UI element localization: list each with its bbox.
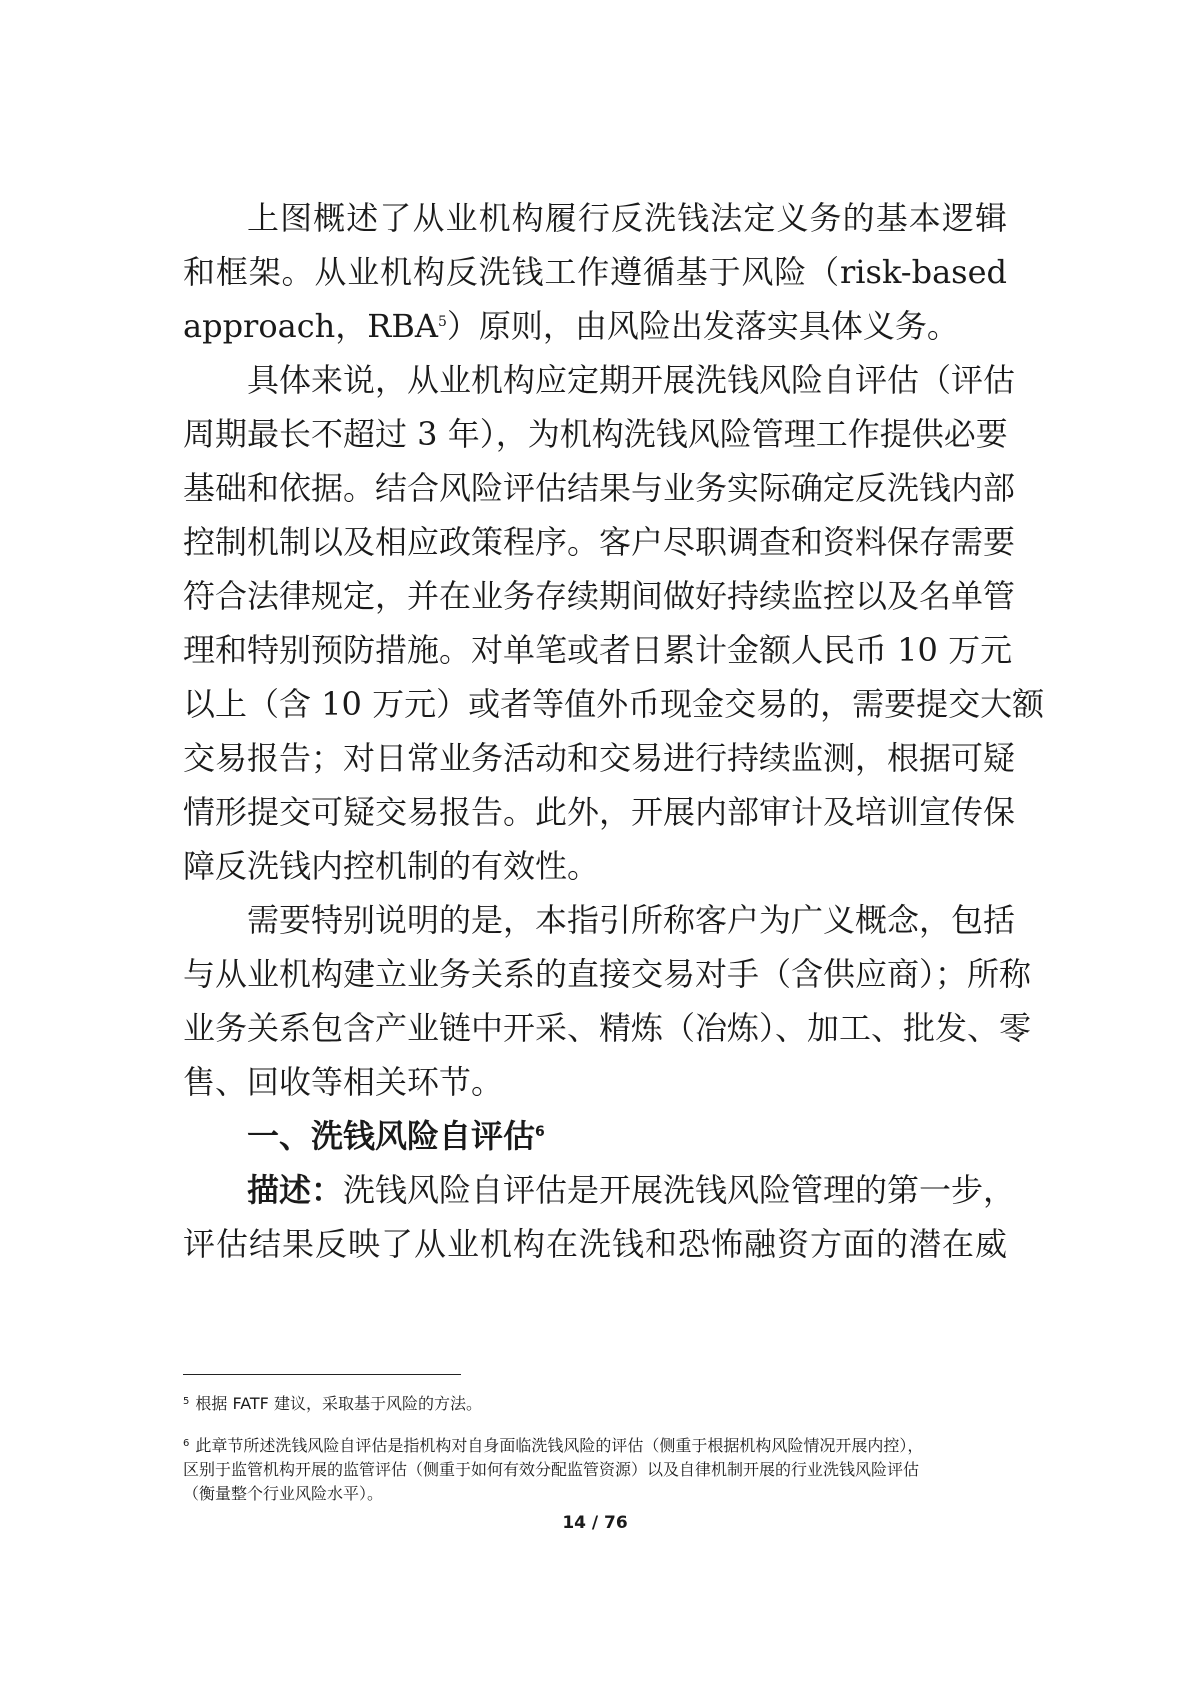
- footnote-5: [183, 1392, 1007, 1416]
- footnote-6-mark: 6: [183, 1438, 190, 1449]
- footnote-6-line-3: （衡量整个行业风险水平）。: [183, 1484, 384, 1503]
- paragraph-2-line-3: 基础和依据。结合风险评估结果与业务实际确定反洗钱内部: [183, 469, 1016, 507]
- paragraph-1-line-1: 上图概述了从业机构履行反洗钱法定义务的基本逻辑: [247, 199, 1007, 237]
- paragraph-3-line-1: 需要特别说明的是，本指引所称客户为广义概念，包括: [247, 901, 1016, 939]
- footnote-ref-6: 6: [535, 1124, 545, 1140]
- paragraph-1-text-a: approach，RBA: [183, 307, 438, 345]
- paragraph-1-line-3: [183, 306, 1007, 346]
- paragraph-2-line-4: 控制机制以及相应政策程序。客户尽职调查和资料保存需要: [183, 523, 1016, 561]
- description-label: 描述：: [247, 1171, 344, 1209]
- paragraph-2-line-6: 理和特别预防措施。对单笔或者日累计金额人民币 10 万元: [183, 631, 1013, 669]
- footnote-5-text: 根据 FATF 建议，采取基于风险的方法。: [195, 1394, 482, 1413]
- paragraph-2-line-9: 情形提交可疑交易报告。此外，开展内部审计及培训宣传保: [183, 793, 1016, 831]
- footnote-divider: [183, 1374, 461, 1375]
- paragraph-4-line-2: 评估结果反映了从业机构在洗钱和恐怖融资方面的潜在威: [183, 1225, 1007, 1263]
- section-heading: [247, 1116, 545, 1156]
- paragraph-2-line-5: 符合法律规定，并在业务存续期间做好持续监控以及名单管: [183, 577, 1016, 615]
- paragraph-1-text-b: ）原则，由风险出发落实具体义务。: [446, 307, 959, 345]
- paragraph-2-line-2: 周期最长不超过 3 年），为机构洗钱风险管理工作提供必要: [183, 415, 1008, 453]
- footnote-6-line-2: 区别于监管机构开展的监管评估（侧重于如何有效分配监管资源）以及自律机制开展的行业洗钱风险评估: [183, 1460, 920, 1479]
- paragraph-2-line-1: 具体来说，从业机构应定期开展洗钱风险自评估（评估: [247, 361, 1016, 399]
- paragraph-3-line-3: 业务关系包含产业链中开采、精炼（冶炼）、加工、批发、零: [183, 1009, 1032, 1047]
- paragraph-2-line-8: 交易报告；对日常业务活动和交易进行持续监测，根据可疑: [183, 739, 1016, 777]
- paragraph-4-text: 洗钱风险自评估是开展洗钱风险管理的第一步，: [343, 1171, 1016, 1209]
- paragraph-2-line-10: 障反洗钱内控机制的有效性。: [183, 847, 600, 885]
- footnote-6-line-1: [183, 1434, 1007, 1458]
- paragraph-1-line-2: 和框架。从业机构反洗钱工作遵循基于风险（risk-based: [183, 253, 1007, 291]
- paragraph-2-line-7: 以上（含 10 万元）或者等值外币现金交易的，需要提交大额: [183, 685, 1045, 723]
- footnote-6-text-1: 此章节所述洗钱风险自评估是指机构对自身面临洗钱风险的评估（侧重于根据机构风险情况开展内控），: [195, 1436, 924, 1455]
- page-number: 14 / 76: [562, 1513, 628, 1533]
- paragraph-3-line-4: 售、回收等相关环节。: [183, 1063, 504, 1101]
- footnote-5-mark: 5: [183, 1396, 190, 1407]
- paragraph-3-line-2: 与从业机构建立业务关系的直接交易对手（含供应商）；所称: [183, 955, 1032, 993]
- section-heading-text: 一、洗钱风险自评估: [247, 1117, 536, 1155]
- paragraph-4-line-1: [247, 1170, 1016, 1210]
- footnote-ref-5: 5: [437, 314, 447, 330]
